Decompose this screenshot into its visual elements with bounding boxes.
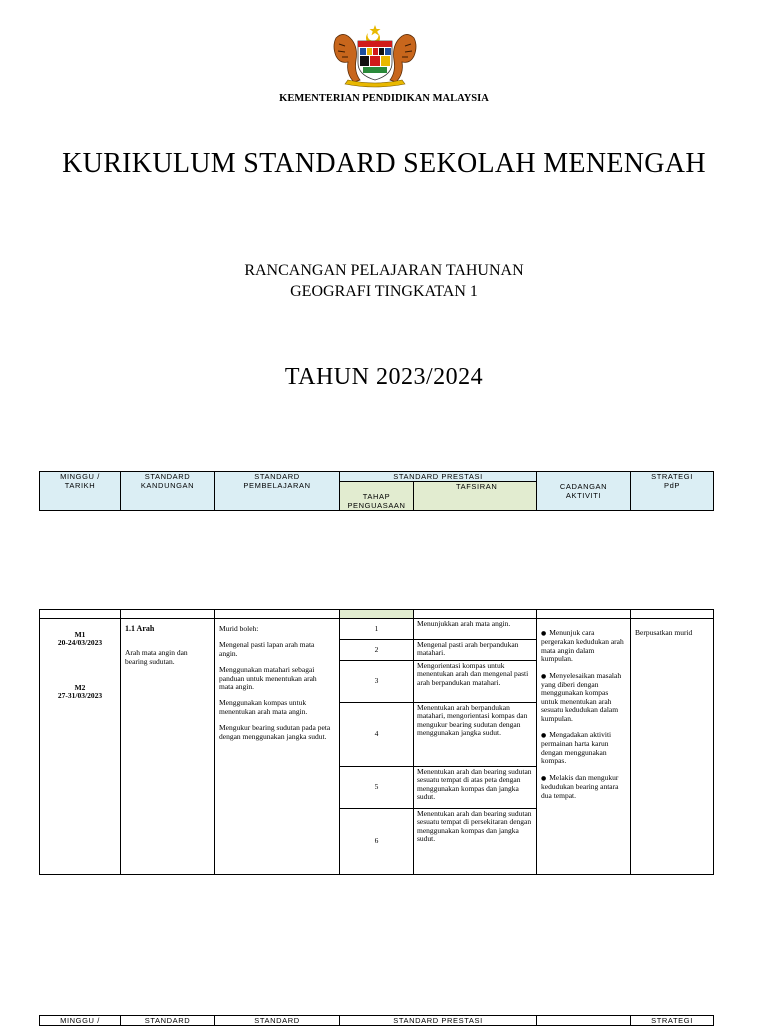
header-minggu: MINGGU / [40,1016,121,1026]
strategi-cell: Berpusatkan murid [631,619,714,875]
pembelajaran-intro: Murid boleh: [219,624,259,633]
aktiviti-item: ● Melakis dan mengukur kedudukan bearing antara dua tempat. [541,772,619,800]
header-table-repeat [39,1015,714,1026]
content-table [39,609,714,875]
standard-kandungan-cell [121,619,215,875]
tahap-cell: 3 [340,661,414,703]
tahap-cell: 6 [340,809,414,875]
week-m1: M1 [74,630,86,639]
tahap-cell: 1 [340,619,414,640]
page-title: KURIKULUM STANDARD SEKOLAH MENENGAH [62,148,706,179]
pembelajaran-item: Menggunakan kompas untuk menentukan arah mata angin. [219,698,308,716]
tahap-cell: 5 [340,767,414,809]
bullet-icon: ● [541,630,547,637]
subject-subtitle: GEOGRAFI TINGKATAN 1 [290,283,478,300]
tafsiran-cell: Mengenal pasti arah berpandukan matahari. [414,640,537,661]
kandungan-text: Arah mata angin dan bearing sudutan. [125,648,188,666]
week-m2: M2 [74,682,86,692]
kandungan-title: 1.1 Arah [125,624,155,633]
header-tafsiran: TAFSIRAN [414,482,537,511]
aktiviti-item: ● Mengadakan aktiviti permainan harta karun dengan menggunakan kompas. [541,730,612,766]
header-standard-kandungan: STANDARD [121,1016,215,1026]
ministry-name: KEMENTERIAN PENDIDIKAN MALAYSIA [279,93,489,104]
tafsiran-cell: Menunjukkan arah mata angin. [414,619,537,640]
date-m2: 27-31/03/2023 [57,691,103,701]
header-tahap-penguasaan: TAHAP PENGUASAAN [340,482,414,511]
pembelajaran-item: Menggunakan matahari sebagai panduan untuk menentukan arah mata angin. [219,665,317,692]
tahap-cell: 4 [340,703,414,767]
tafsiran-cell: Mengorientasi kompas untuk menentukan arah dan mengenal pasti arah berpandukan matahari. [414,661,537,703]
coat-of-arms-icon [330,24,420,88]
bullet-icon: ● [541,672,547,680]
standard-pembelajaran-cell [215,619,340,875]
header-strategi: STRATEGI PdP [631,472,714,511]
header-standard-pembelajaran: STANDARD [215,1016,340,1026]
tahap-cell: 2 [340,640,414,661]
pembelajaran-item: Mengukur bearing sudutan pada peta dengan menggunakan jangka sudut. [219,723,331,741]
bullet-icon: ● [541,774,547,782]
document-subtitle: RANCANGAN PELAJARAN TAHUNAN [244,262,524,279]
header-standard-prestasi: STANDARD PRESTASI [340,1016,537,1026]
header-standard-pembelajaran: STANDARD PEMBELAJARAN [215,472,340,511]
date-m1: 20-24/03/2023 [57,638,103,648]
header-cadangan-aktiviti: CADANGAN AKTIVITI [537,472,631,511]
tafsiran-cell: Menentukan arah dan bearing sudutan sesuatu tempat di persekitaran dengan menggunakan kompas dan jangka sudut. [414,809,537,875]
header-table [39,471,714,511]
bullet-icon: ● [541,732,547,740]
header-standard-prestasi: STANDARD PRESTASI [340,472,537,482]
header-minggu: MINGGU / TARIKH [40,472,121,511]
tafsiran-cell: Menentukan arah berpandukan matahari, mengorientasi kompas dan mengukur bearing sudutan dengan menggunakan jangka sudut. [414,703,537,767]
header-cadangan-aktiviti [537,1016,631,1026]
week-date-cell [40,619,121,875]
academic-year: TAHUN 2023/2024 [284,364,484,390]
pembelajaran-item: Mengenal pasti lapan arah mata angin. [219,640,315,658]
aktiviti-item: ● Menunjuk cara pergerakan kedudukan arah mata angin dalam kumpulan. [541,628,624,664]
header-standard-kandungan: STANDARD KANDUNGAN [121,472,215,511]
header-strategi: STRATEGI [631,1016,714,1026]
aktiviti-item: ● Menyelesaikan masalah yang diberi dengan menggunakan kompas untuk menentukan arah sesuatu kedudukan dalam kumpulan. [541,670,622,723]
tafsiran-cell: Menentukan arah dan bearing sudutan sesuatu tempat di atas peta dengan menggunakan kompas dan jangka sudut. [414,767,537,809]
cadangan-aktiviti-cell [537,619,631,875]
